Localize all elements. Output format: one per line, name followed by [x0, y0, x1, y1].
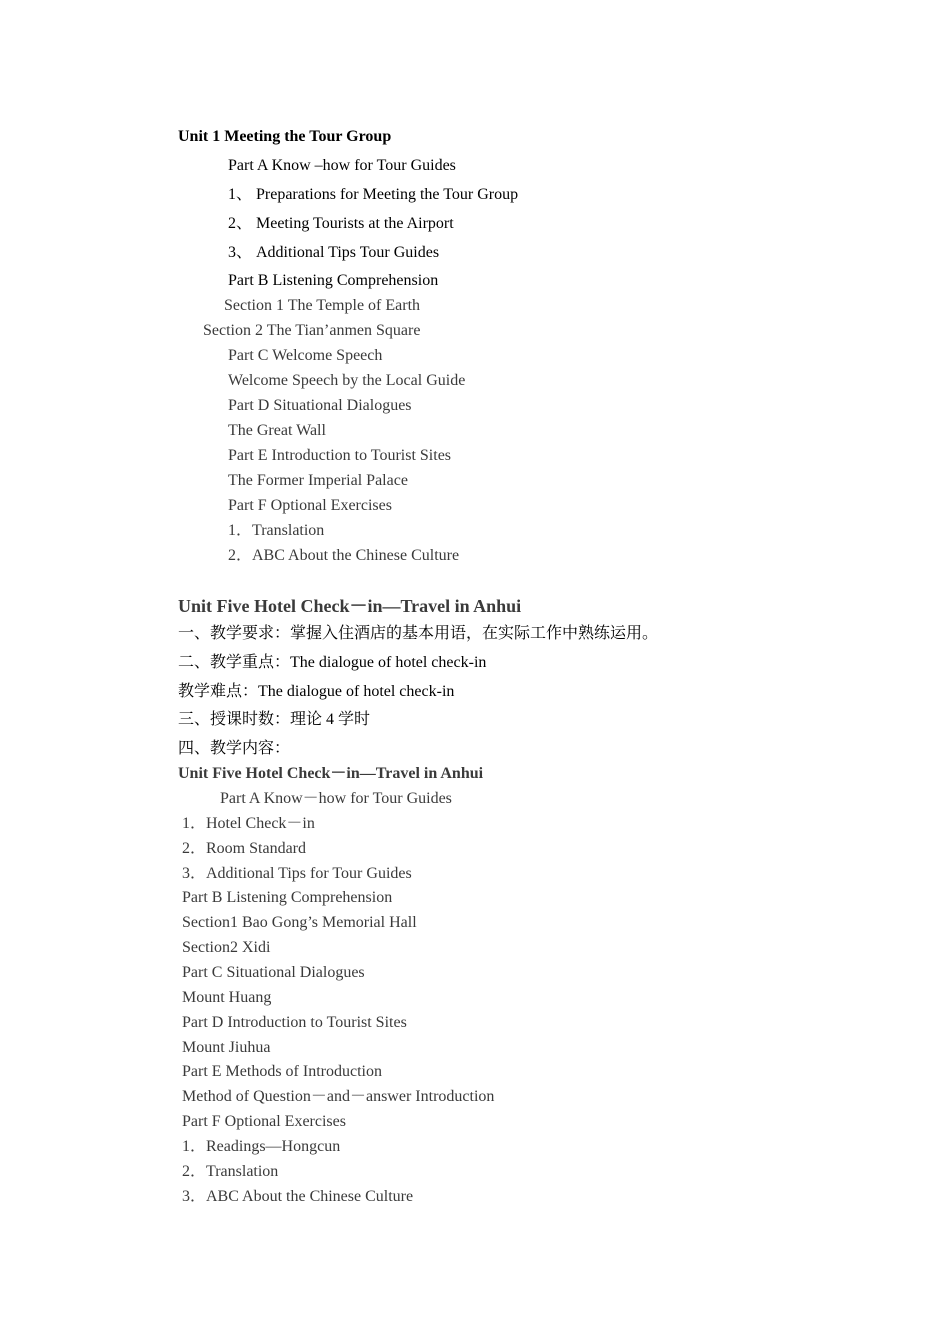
- unit5-part-c: Part C Situational Dialogues: [182, 964, 365, 981]
- teaching-hours-text: 理论 4 学时: [290, 711, 371, 728]
- unit1-exercise-1: 1．Translation: [228, 522, 325, 539]
- unit1-great-wall: The Great Wall: [228, 422, 326, 439]
- unit1-part-e: Part E Introduction to Tourist Sites: [228, 447, 452, 464]
- teaching-key-points: [178, 653, 486, 673]
- unit5-part-a: Part A Know－how for Tour Guides: [220, 790, 452, 807]
- unit1-section-1: Section 1 The Temple of Earth: [224, 297, 421, 314]
- teaching-key-points-text: The dialogue of hotel check-in: [290, 654, 487, 671]
- unit5-part-e: Part E Methods of Introduction: [182, 1063, 382, 1080]
- unit5-f-item-1: 1．Readings—Hongcun: [182, 1138, 341, 1155]
- unit1-part-a: Part A Know –how for Tour Guides: [228, 157, 456, 174]
- unit1-part-b: Part B Listening Comprehension: [228, 272, 439, 289]
- unit5-part-f: Part F Optional Exercises: [182, 1113, 346, 1130]
- unit5-a-item-2: 2．Room Standard: [182, 840, 306, 857]
- teaching-content-label: 四、教学内容：: [178, 740, 291, 757]
- teaching-difficulties: [178, 682, 454, 702]
- unit1-welcome-speech: Welcome Speech by the Local Guide: [228, 372, 466, 389]
- unit1-part-d: Part D Situational Dialogues: [228, 397, 412, 414]
- unit5-title: Unit Five Hotel Check－in—Travel in Anhui: [178, 765, 484, 782]
- unit5-a-item-3: 3．Additional Tips for Tour Guides: [182, 865, 412, 882]
- teaching-difficulties-label: 教学难点：: [178, 683, 259, 700]
- unit5-section-1: Section1 Bao Gong’s Memorial Hall: [182, 914, 417, 931]
- unit5-part-b: Part B Listening Comprehension: [182, 889, 393, 906]
- unit5-f-item-2: 2．Translation: [182, 1163, 279, 1180]
- unit1-item-1: 1、 Preparations for Meeting the Tour Group: [228, 186, 519, 203]
- teaching-hours: [178, 710, 370, 730]
- teaching-requirements: [178, 624, 658, 644]
- teaching-hours-label: 三、授课时数：: [178, 711, 291, 728]
- teaching-requirements-text: 掌握入住酒店的基本用语，在实际工作中熟练运用。: [290, 625, 659, 642]
- teaching-key-points-label: 二、教学重点：: [178, 654, 291, 671]
- unit1-exercise-2: 2．ABC About the Chinese Culture: [228, 547, 460, 564]
- unit1-imperial-palace: The Former Imperial Palace: [228, 472, 408, 489]
- unit1-section-2: Section 2 The Tian’anmen Square: [203, 322, 421, 339]
- unit5-method: Method of Question－and－answer Introduction: [182, 1088, 495, 1105]
- unit1-part-f: Part F Optional Exercises: [228, 497, 392, 514]
- teaching-requirements-label: 一、教学要求：: [178, 625, 291, 642]
- unit5-part-d: Part D Introduction to Tourist Sites: [182, 1014, 407, 1031]
- unit1-item-3: 3、 Additional Tips Tour Guides: [228, 244, 440, 261]
- unit5-mount-jiuhua: Mount Jiuhua: [182, 1039, 271, 1056]
- unit5-mount-huang: Mount Huang: [182, 989, 272, 1006]
- unit1-item-2: 2、 Meeting Tourists at the Airport: [228, 215, 454, 232]
- teaching-difficulties-text: The dialogue of hotel check-in: [258, 683, 455, 700]
- unit1-part-c: Part C Welcome Speech: [228, 347, 383, 364]
- unit5-heading: Unit Five Hotel Check－in—Travel in Anhui: [178, 596, 522, 616]
- unit5-f-item-3: 3．ABC About the Chinese Culture: [182, 1188, 414, 1205]
- unit1-title: Unit 1 Meeting the Tour Group: [178, 128, 392, 145]
- unit5-section-2: Section2 Xidi: [182, 939, 271, 956]
- unit5-a-item-1: 1．Hotel Check－in: [182, 815, 315, 832]
